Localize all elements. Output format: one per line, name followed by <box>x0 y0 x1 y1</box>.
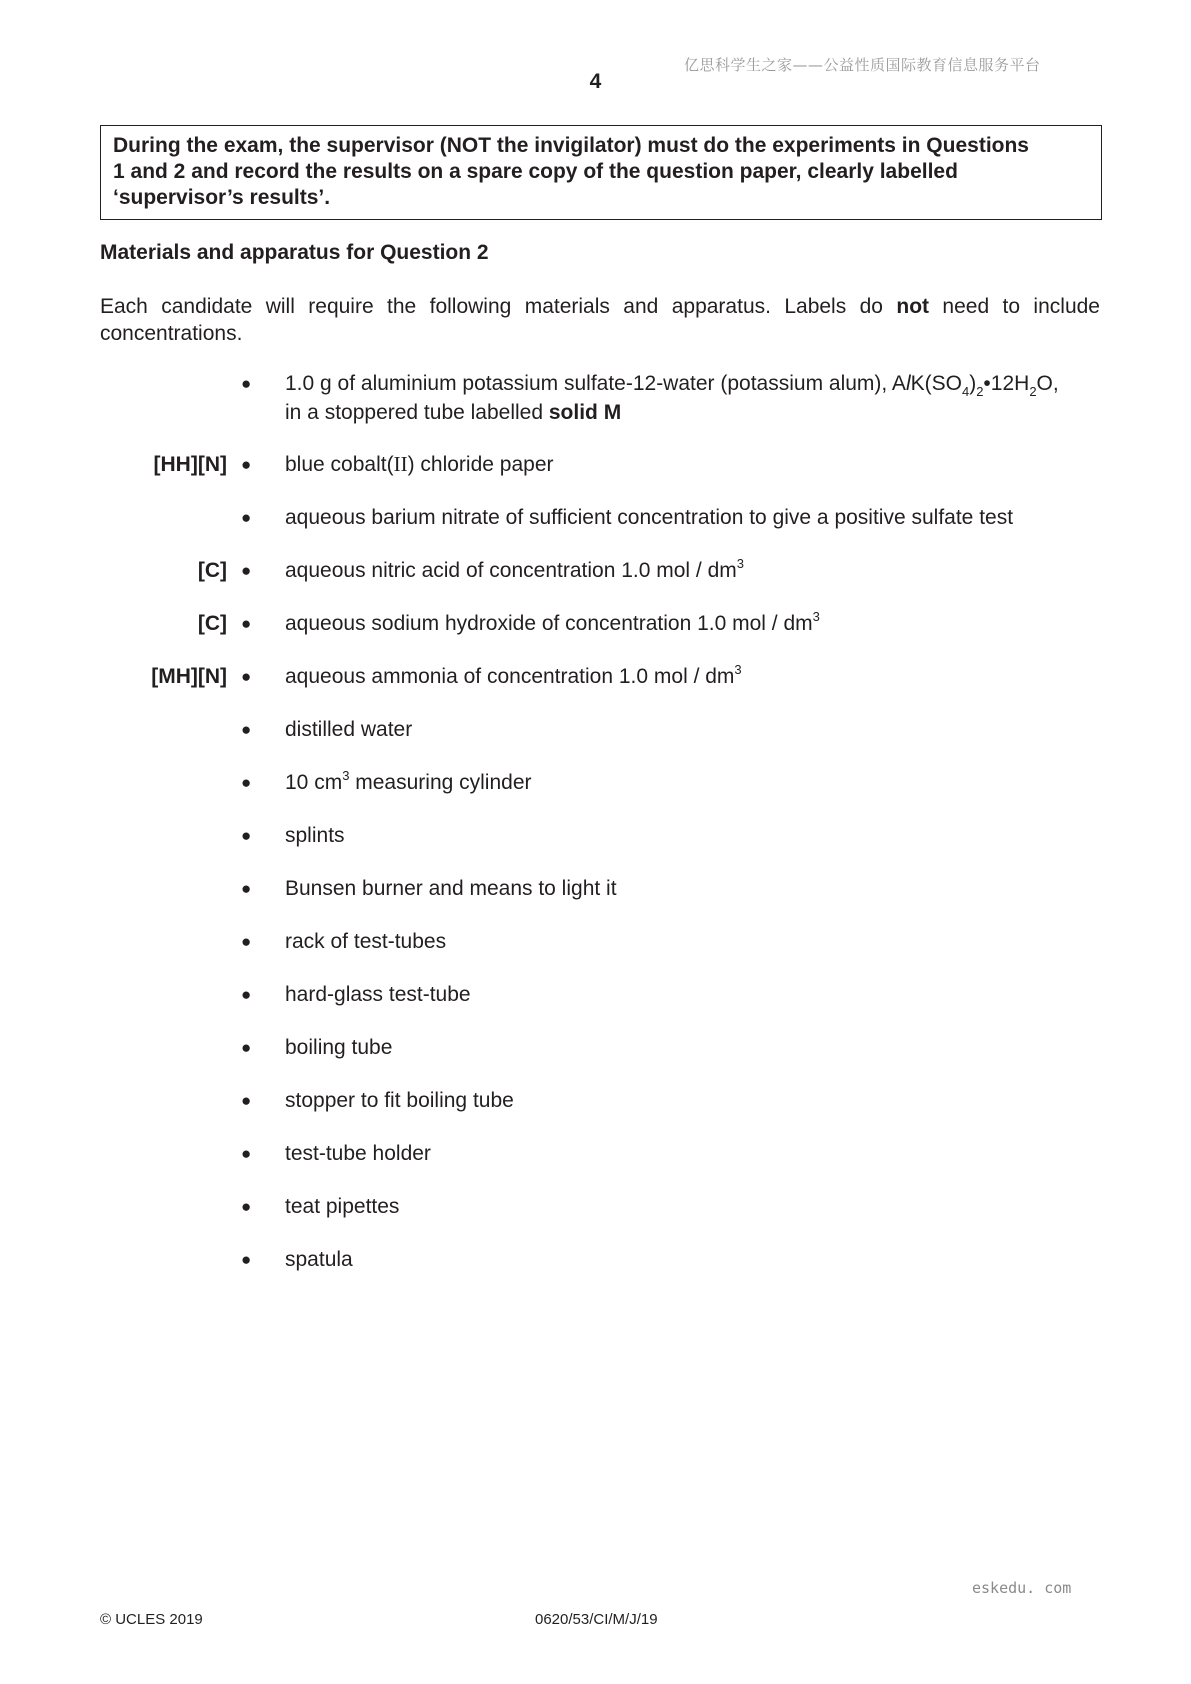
bullet-icon: ● <box>241 1091 252 1110</box>
footer-paper-code: 0620/53/CI/M/J/19 <box>535 1611 658 1628</box>
item-text: test-tube holder <box>285 1142 431 1165</box>
item-text <box>285 451 1105 478</box>
subscript: 4 <box>961 384 970 399</box>
bullet-icon: ● <box>241 561 252 580</box>
bullet-icon: ● <box>241 773 252 792</box>
bullet-icon: ● <box>241 667 252 686</box>
text-run: ) chloride paper <box>407 453 554 476</box>
bullet-icon: ● <box>241 1144 252 1163</box>
bullet-icon: ● <box>241 1250 252 1269</box>
page-number: 4 <box>589 70 602 93</box>
item-text: hard-glass test-tube <box>285 983 471 1006</box>
item-text: rack of test-tubes <box>285 930 447 953</box>
text-run: O, <box>1036 372 1059 395</box>
notice-line: 1 and 2 and record the results on a spare copy of the question paper, clearly labelled <box>113 160 958 183</box>
hazard-tag: [MH][N] <box>151 665 227 688</box>
item-text <box>285 663 1105 692</box>
intro-text: need to include <box>942 295 1100 318</box>
item-text: teat pipettes <box>285 1195 400 1218</box>
bullet-icon: ● <box>241 985 252 1004</box>
superscript: 3 <box>812 609 820 624</box>
text-run: ) <box>969 372 977 395</box>
footer-copyright: © UCLES 2019 <box>100 1611 203 1628</box>
bullet-icon: ● <box>241 614 252 633</box>
item-text: distilled water <box>285 718 413 741</box>
hazard-tag: [HH][N] <box>153 453 227 476</box>
item-text-line <box>285 399 1105 426</box>
item-text-line <box>285 370 1105 399</box>
item-text <box>285 610 1105 639</box>
text-run: 10 cm <box>285 771 343 794</box>
superscript: 3 <box>734 662 742 677</box>
hazard-tag: [C] <box>197 559 227 582</box>
supervisor-notice-box <box>100 125 1102 220</box>
superscript: 3 <box>342 768 350 783</box>
intro-text: Each candidate will require the following materials and apparatus. Labels do <box>100 295 883 318</box>
text-run-roman: II <box>393 452 408 476</box>
text-run-italic: l <box>905 372 911 395</box>
text-run: measuring cylinder <box>349 771 532 794</box>
intro-line-1 <box>100 293 1100 320</box>
notice-line: ‘supervisor’s results’. <box>113 186 331 209</box>
text-run: •12H <box>983 372 1030 395</box>
bullet-icon: ● <box>241 508 252 527</box>
item-text: Bunsen burner and means to light it <box>285 877 617 900</box>
header-watermark: 亿思科学生之家——公益性质国际教育信息服务平台 <box>684 56 1041 74</box>
text-run-bold: solid M <box>548 401 622 424</box>
bullet-icon: ● <box>241 826 252 845</box>
subscript: 2 <box>1029 384 1037 399</box>
hazard-tag: [C] <box>197 612 227 635</box>
bullet-icon: ● <box>241 720 252 739</box>
text-run: aqueous sodium hydroxide of concentration 1.0 mol / dm <box>285 612 813 635</box>
item-text: stopper to fit boiling tube <box>285 1089 514 1112</box>
footer-watermark: eskedu. com <box>972 1579 1072 1597</box>
bullet-icon: ● <box>241 374 252 393</box>
bullet-icon: ● <box>241 455 252 474</box>
text-run: blue cobalt( <box>285 453 394 476</box>
text-run: K(SO <box>910 372 962 395</box>
text-run: 1.0 g of aluminium potassium sulfate-12-water (potassium alum), A <box>285 372 906 395</box>
intro-paragraph <box>100 293 1100 347</box>
item-text: spatula <box>285 1248 353 1271</box>
intro-bold-not: not <box>896 295 930 318</box>
item-text <box>285 370 1105 426</box>
item-text: boiling tube <box>285 1036 393 1059</box>
text-run: aqueous nitric acid of concentration 1.0 mol / dm <box>285 559 737 582</box>
bullet-icon: ● <box>241 1038 252 1057</box>
item-text: splints <box>285 824 345 847</box>
bullet-icon: ● <box>241 932 252 951</box>
bullet-icon: ● <box>241 879 252 898</box>
item-text <box>285 557 1105 586</box>
item-text: aqueous barium nitrate of sufficient concentration to give a positive sulfate test <box>285 506 1014 529</box>
section-heading: Materials and apparatus for Question 2 <box>100 241 489 264</box>
item-text <box>285 769 1105 798</box>
text-run: aqueous ammonia of concentration 1.0 mol / dm <box>285 665 735 688</box>
notice-line: During the exam, the supervisor (NOT the invigilator) must do the experiments in Questions <box>113 134 1029 157</box>
bullet-icon: ● <box>241 1197 252 1216</box>
text-run: in a stoppered tube labelled <box>285 401 544 424</box>
subscript: 2 <box>976 384 984 399</box>
intro-line-2: concentrations. <box>100 322 243 345</box>
superscript: 3 <box>736 556 744 571</box>
